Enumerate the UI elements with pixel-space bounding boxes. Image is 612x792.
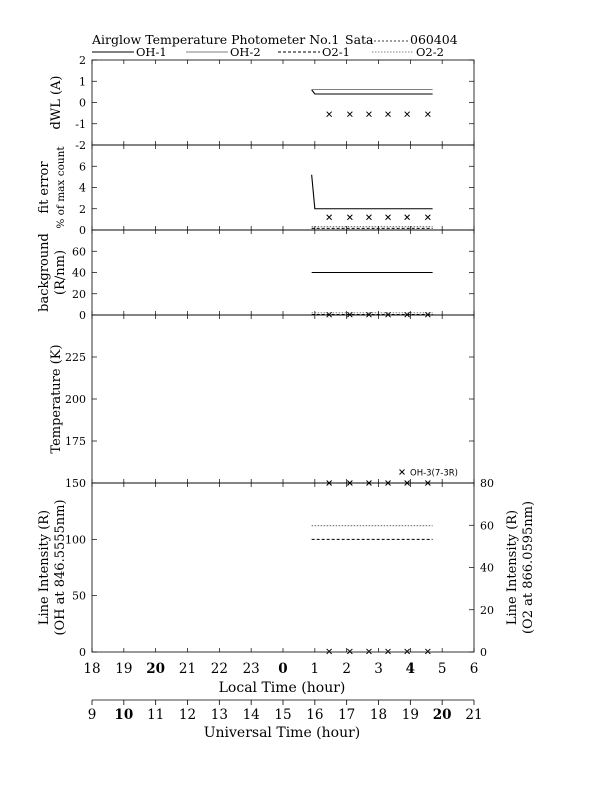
ut-tick-label: 13: [210, 707, 228, 723]
ut-tick-label: 16: [306, 707, 324, 723]
y-tick-label: 50: [72, 589, 86, 603]
marker-x-fit_error: [386, 215, 391, 220]
legend-label-oh-1: OH-1: [136, 45, 167, 59]
y-tick-label: 6: [79, 160, 86, 174]
y-axis-label-background: background: [37, 233, 52, 312]
local-time-tick-label: 6: [469, 661, 479, 677]
site-label: Sata: [345, 32, 374, 47]
series-line-fit_error: [312, 175, 433, 209]
marker-x-dwl: [327, 112, 332, 117]
legend-label-oh-2: OH-2: [230, 45, 261, 59]
ut-tick-label: 19: [401, 707, 419, 723]
universal-time-label: Universal Time (hour): [203, 725, 361, 741]
annotation-marker: [400, 470, 405, 475]
ut-tick-label: 10: [114, 707, 134, 723]
y-axis-label2-fit_error: % of max count: [55, 146, 67, 229]
ut-tick-label: 9: [87, 707, 97, 723]
y-tick-label-right: 40: [480, 561, 494, 575]
marker-x-fit_error: [327, 215, 332, 220]
marker-x-dwl: [347, 112, 352, 117]
local-time-label: Local Time (hour): [218, 680, 346, 696]
panel-background: [37, 230, 474, 322]
y-axis-label-temperature: Temperature (K): [49, 344, 64, 454]
local-time-tick-label: 23: [242, 661, 260, 677]
marker-x-dwl: [366, 112, 371, 117]
y-tick-label: 0: [79, 224, 86, 237]
y-axis-label-fit_error: fit error: [37, 161, 52, 214]
marker-x-fit_error: [425, 215, 430, 220]
marker-x-intensity: [327, 649, 332, 654]
panel-frame-intensity: [92, 483, 474, 652]
legend: [92, 45, 444, 59]
marker-x-fit_error: [347, 215, 352, 220]
y-axis-label-dwl: dWL (A): [49, 75, 64, 130]
local-time-tick-label: 4: [405, 661, 416, 677]
y-tick-label: 0: [79, 646, 86, 659]
local-time-tick-label: 0: [278, 661, 288, 677]
ut-tick-label: 11: [147, 707, 165, 723]
series-line-dwl: [312, 90, 433, 94]
y-tick-label: 0: [79, 96, 86, 110]
legend-label-o2-2: O2-2: [416, 45, 444, 59]
y-tick-label: 2: [79, 202, 86, 216]
y-tick-label-right: 20: [480, 603, 494, 617]
y-tick-label: 150: [65, 477, 86, 490]
local-time-tick-label: 22: [210, 661, 228, 677]
y-axis-label-right2: (O2 at 866.0595nm): [521, 500, 536, 635]
y-tick-label-right: 0: [480, 646, 487, 659]
y-axis-label-right: Line Intensity (R): [505, 509, 520, 626]
y-tick-label: 100: [65, 533, 86, 547]
local-time-tick-label: 3: [374, 661, 383, 677]
panels: [37, 54, 536, 659]
marker-x-intensity: [386, 649, 391, 654]
marker-x-dwl: [425, 112, 430, 117]
marker-x-intensity: [347, 649, 352, 654]
marker-x-fit_error: [366, 215, 371, 220]
marker-x-fit_error: [405, 215, 410, 220]
date-label: 060404: [410, 32, 458, 47]
y-tick-label: 60: [72, 245, 86, 259]
local-time-tick-label: 1: [310, 661, 320, 677]
annotation-label: OH-3(7-3R): [410, 468, 458, 479]
y-axis-label2-intensity: (OH at 846.5555nm): [53, 499, 68, 636]
marker-x-dwl: [386, 112, 391, 117]
marker-x-intensity: [425, 649, 430, 654]
y-axis-label2-background: (R/nm): [53, 249, 68, 296]
marker-x-intensity: [405, 649, 410, 654]
local-time-tick-label: 5: [437, 661, 447, 677]
y-tick-label-right: 60: [480, 519, 494, 533]
y-tick-label: 1: [79, 75, 86, 89]
panel-dwl: [49, 54, 474, 152]
marker-x-dwl: [405, 112, 410, 117]
y-tick-label: -2: [75, 139, 86, 152]
panel-frame-temperature: [92, 315, 474, 483]
ut-tick-label: 18: [369, 707, 388, 723]
panel-fit_error: [37, 145, 474, 237]
panel-frame-fit_error: [92, 145, 474, 230]
ut-tick-label: 14: [242, 707, 260, 723]
ut-tick-label: 15: [274, 707, 292, 723]
legend-label-o2-1: O2-1: [322, 45, 350, 59]
y-tick-label: 2: [79, 54, 86, 67]
panel-frame-dwl: [92, 60, 474, 145]
local-time-tick-label: 20: [146, 661, 166, 677]
panel-intensity: [37, 477, 536, 659]
local-time-tick-label: 21: [178, 661, 197, 677]
ut-tick-label: 21: [465, 707, 483, 723]
ut-tick-label: 20: [432, 707, 452, 723]
y-tick-label: 175: [65, 435, 86, 448]
y-tick-label: 200: [65, 393, 86, 406]
local-time-tick-label: 19: [115, 661, 133, 677]
ut-tick-label: 12: [178, 707, 197, 723]
local-time-tick-label: 18: [83, 661, 101, 677]
figure-title: Airglow Temperature Photometer No.1: [92, 32, 340, 47]
y-tick-label: 225: [65, 351, 86, 364]
marker-x-intensity: [366, 649, 371, 654]
y-tick-label: 4: [79, 181, 86, 195]
y-tick-label: 0: [79, 309, 86, 322]
ut-tick-label: 17: [338, 707, 356, 723]
y-tick-label-right: 80: [480, 477, 494, 490]
y-tick-label: 20: [72, 287, 86, 301]
y-tick-label: 40: [72, 266, 86, 280]
local-time-tick-label: 2: [342, 661, 351, 677]
y-axis-label-intensity: Line Intensity (R): [37, 509, 52, 626]
y-tick-label: -1: [75, 117, 86, 131]
panel-temperature: [49, 315, 474, 483]
